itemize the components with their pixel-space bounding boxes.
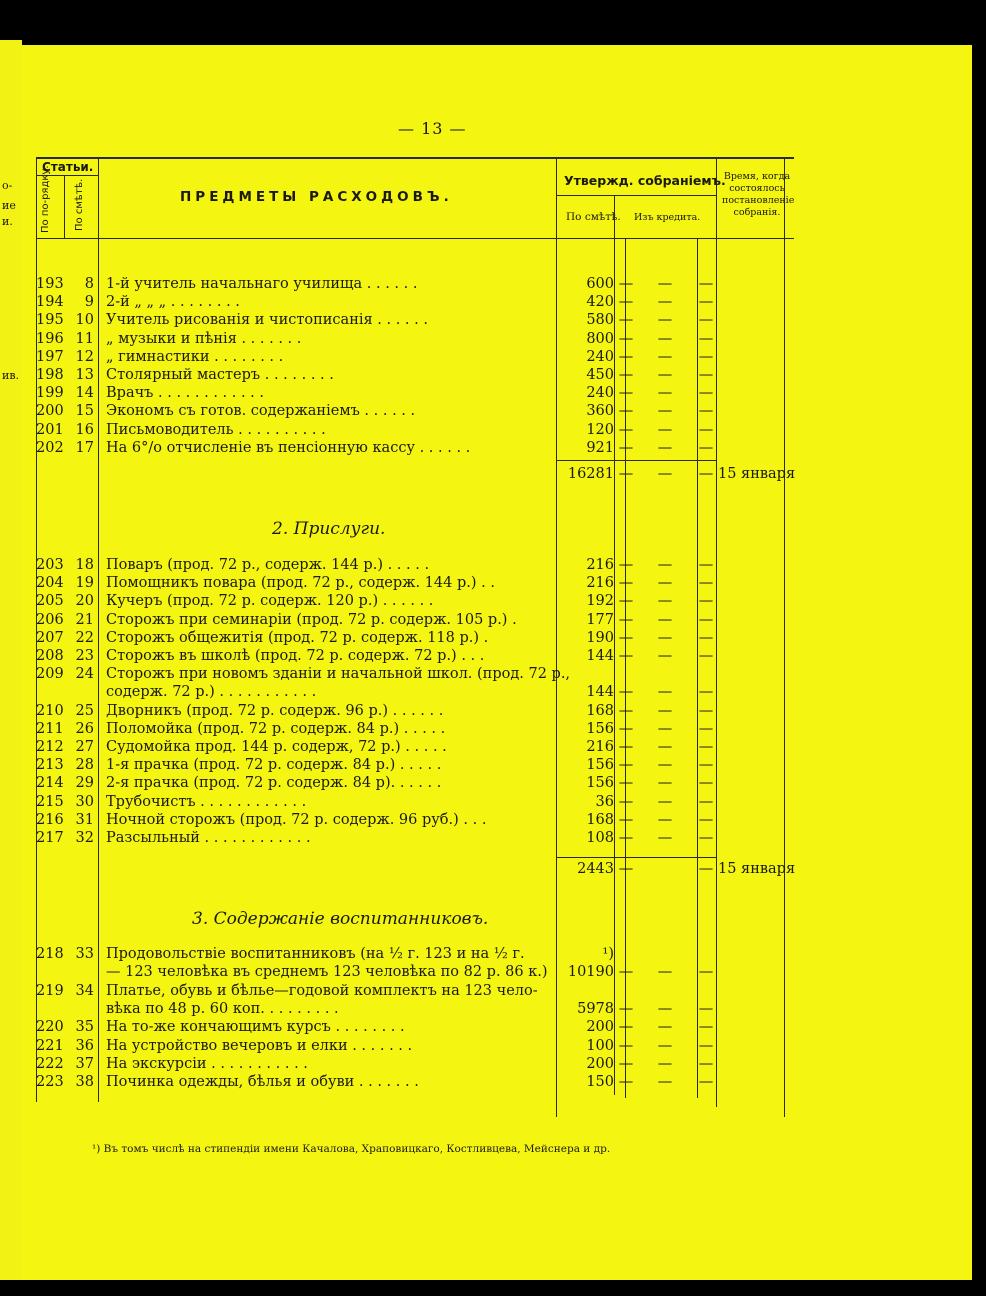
row-number: 199: [36, 385, 64, 402]
dash: —: [618, 611, 634, 628]
dash: —: [657, 1000, 673, 1017]
dash: —: [657, 276, 673, 292]
section2-total-row: [22, 860, 972, 878]
table-row: [22, 275, 972, 293]
table-row: [22, 738, 972, 756]
estimate-number: 21: [75, 611, 94, 628]
amount: 177: [586, 611, 614, 628]
dash: —: [657, 557, 673, 573]
dash: —: [618, 385, 634, 402]
dash: —: [618, 439, 634, 456]
dash: —: [657, 593, 673, 610]
table-row: [22, 629, 972, 647]
dash: —: [698, 557, 714, 573]
table-row: [22, 774, 972, 792]
dash: —: [657, 312, 673, 329]
estimate-number: 15: [75, 403, 94, 420]
dash: —: [618, 793, 634, 810]
estimate-number: 36: [75, 1037, 94, 1054]
row-number: 222: [36, 1055, 64, 1072]
item-name: Экономъ съ готов. содержаніемъ . . . . . .: [106, 403, 416, 420]
item-name: содерж. 72 р.) . . . . . . . . . . .: [106, 684, 317, 701]
amount: 100: [586, 1037, 614, 1054]
dash: —: [657, 348, 673, 365]
section2-title: 2. Прислуги.: [272, 519, 386, 539]
row-number: 219: [36, 982, 64, 999]
amount: 10190: [567, 964, 614, 981]
table-row: [22, 402, 972, 420]
item-name: Письмоводитель . . . . . . . . . .: [106, 421, 326, 438]
table-row: [22, 1000, 972, 1018]
estimate-number: 35: [75, 1019, 94, 1036]
dash: —: [657, 1037, 673, 1054]
dash: —: [657, 684, 673, 701]
item-name: Продовольствіе воспитанниковъ (на ½ г. 123 и на ½ г.: [106, 946, 525, 962]
col-order-header: По по-рядку.: [40, 165, 51, 233]
amount: 190: [586, 629, 614, 646]
total-amount: 16281: [567, 466, 614, 482]
estimate-number: 23: [75, 648, 94, 664]
estimate-number: 37: [75, 1055, 94, 1072]
dash: —: [698, 611, 714, 628]
page-number: — 13 —: [398, 119, 467, 138]
document-page: [22, 45, 972, 1280]
dash: —: [698, 294, 714, 311]
dash: —: [698, 1037, 714, 1054]
table-row: [22, 421, 972, 439]
dash: —: [618, 684, 634, 701]
table-row: [22, 665, 972, 683]
dash: —: [698, 629, 714, 646]
item-name: Столярный мастеръ . . . . . . . .: [106, 367, 334, 383]
dash: —: [618, 593, 634, 610]
dash: —: [698, 466, 714, 482]
estimate-number: 33: [75, 946, 94, 962]
dash: —: [618, 575, 634, 592]
dash: —: [698, 367, 714, 383]
estimate-number: 32: [75, 830, 94, 846]
dash: —: [657, 466, 673, 482]
margin-fragment: о-: [2, 179, 13, 192]
amount: 5978: [577, 1000, 614, 1017]
amount: 108: [586, 830, 614, 846]
dash: —: [618, 421, 634, 438]
estimate-number: 24: [75, 666, 94, 683]
section3-title: 3. Содержаніе воспитанниковъ.: [192, 909, 489, 929]
dash: —: [657, 294, 673, 311]
amount: 144: [586, 648, 614, 664]
dash: —: [618, 702, 634, 719]
amount: 168: [586, 811, 614, 828]
table-row: [22, 384, 972, 402]
dash: —: [618, 1074, 634, 1091]
dash: —: [657, 775, 673, 792]
dash: —: [618, 276, 634, 292]
row-number: 208: [36, 648, 64, 664]
row-number: 201: [36, 421, 64, 438]
estimate-number: 16: [75, 421, 94, 438]
dash: —: [618, 861, 634, 877]
dash: —: [657, 964, 673, 981]
item-name: Учитель рисованія и чистописанія . . . . . .: [106, 312, 428, 329]
item-name: 1-я прачка (прод. 72 р. содерж. 84 р.) . . . . .: [106, 757, 442, 774]
row-number: 200: [36, 403, 64, 420]
row-number: 205: [36, 593, 64, 610]
item-name: Сторожъ при новомъ зданіи и начальной школ. (прод. 72 р.,: [106, 666, 571, 683]
table-row: [22, 982, 972, 1000]
resolution-date: 15 января: [718, 861, 796, 877]
adjacent-page-edge: [0, 40, 22, 1280]
amount: 144: [586, 684, 614, 701]
item-name: Сторожъ при семинаріи (прод. 72 р. содерж. 105 р.) .: [106, 611, 517, 628]
total-amount: 2443: [577, 861, 614, 877]
subtotal-rule: [556, 460, 716, 461]
row-number: 207: [36, 629, 64, 646]
amount: ¹): [602, 946, 614, 962]
section1-total-row: [22, 465, 972, 483]
dash: —: [657, 793, 673, 810]
table-row: [22, 1037, 972, 1055]
table-row: [22, 702, 972, 720]
item-name: 1-й учитель начальнаго училища . . . . . .: [106, 276, 418, 292]
dash: —: [657, 575, 673, 592]
estimate-number: 11: [75, 330, 94, 347]
dash: —: [657, 367, 673, 383]
dash: —: [657, 648, 673, 664]
item-name: Дворникъ (прод. 72 р. содерж. 96 р.) . . . . . .: [106, 702, 444, 719]
dash: —: [657, 330, 673, 347]
amount: 216: [586, 739, 614, 755]
dash: —: [618, 367, 634, 383]
dash: —: [618, 739, 634, 755]
dash: —: [657, 1055, 673, 1072]
dash: —: [618, 557, 634, 573]
row-number: 195: [36, 312, 64, 329]
item-name: Ночной сторожъ (прод. 72 р. содерж. 96 руб.) . . .: [106, 811, 487, 828]
amount: 450: [586, 367, 614, 383]
row-number: 209: [36, 666, 64, 683]
dash: —: [698, 739, 714, 755]
estimate-number: 17: [75, 439, 94, 456]
dash: —: [657, 1074, 673, 1091]
estimate-number: 30: [75, 793, 94, 810]
amount: 240: [586, 385, 614, 402]
dash: —: [618, 403, 634, 420]
item-name: 2-й „ „ „ . . . . . . . .: [106, 294, 240, 311]
table-row: [22, 1055, 972, 1073]
row-number: 193: [36, 276, 64, 292]
amount: 921: [586, 439, 614, 456]
table-row: [22, 683, 972, 701]
row-number: 212: [36, 739, 64, 755]
dash: —: [698, 575, 714, 592]
dash: —: [698, 1055, 714, 1072]
table-row: [22, 556, 972, 574]
amount: 156: [586, 720, 614, 737]
from-credit-header: Изъ кредита.: [634, 212, 701, 223]
table-row: [22, 829, 972, 847]
row-number: 217: [36, 830, 64, 846]
row-number: 220: [36, 1019, 64, 1036]
row-number: 214: [36, 775, 64, 792]
row-number: 223: [36, 1074, 64, 1091]
dash: —: [657, 421, 673, 438]
header-top-rule: [36, 157, 794, 159]
dash: —: [698, 720, 714, 737]
by-estimate-header: По смѣтѣ.: [566, 211, 621, 223]
item-name: Судомойка прод. 144 р. содерж, 72 р.) . . . . .: [106, 739, 447, 755]
estimate-number: 22: [75, 629, 94, 646]
header-bottom-rule: [36, 238, 794, 239]
dash: —: [618, 348, 634, 365]
item-name: „ музыки и пѣнія . . . . . . .: [106, 330, 302, 347]
dash: —: [618, 648, 634, 664]
approved-rule: [556, 195, 716, 196]
item-name: „ гимнастики . . . . . . . .: [106, 348, 284, 365]
amount: 192: [586, 593, 614, 610]
table-row: [22, 1073, 972, 1091]
row-number: 210: [36, 702, 64, 719]
amount: 156: [586, 775, 614, 792]
margin-fragment: и.: [2, 215, 13, 228]
row-number: 216: [36, 811, 64, 828]
subtotal-rule: [556, 857, 716, 858]
row-number: 221: [36, 1037, 64, 1054]
col-estimate-header: По смѣтѣ.: [74, 178, 85, 231]
estimate-number: 25: [75, 702, 94, 719]
amount: 120: [586, 421, 614, 438]
dash: —: [618, 720, 634, 737]
col-rule: [64, 175, 65, 238]
estimate-number: 26: [75, 720, 94, 737]
table-row: [22, 945, 972, 963]
amount: 360: [586, 403, 614, 420]
dash: —: [618, 1037, 634, 1054]
table-row: [22, 311, 972, 329]
dash: —: [657, 385, 673, 402]
dash: —: [657, 757, 673, 774]
dash: —: [657, 702, 673, 719]
row-number: 198: [36, 367, 64, 383]
amount: 600: [586, 276, 614, 292]
row-number: 197: [36, 348, 64, 365]
table-row: [22, 293, 972, 311]
dash: —: [698, 312, 714, 329]
amount: 580: [586, 312, 614, 329]
estimate-number: 18: [75, 557, 94, 573]
table-row: [22, 611, 972, 629]
table-row: [22, 963, 972, 981]
estimate-number: 27: [75, 739, 94, 755]
footnote: ¹) Въ томъ числѣ на стипендіи имени Качалова, Храповицкаго, Костливцева, Мейснера и др.: [92, 1143, 611, 1155]
estimate-number: 20: [75, 593, 94, 610]
table-row: [22, 330, 972, 348]
dash: —: [618, 629, 634, 646]
item-name: 2-я прачка (прод. 72 р. содерж. 84 р). . . . . .: [106, 775, 442, 792]
item-name: На экскурсіи . . . . . . . . . . .: [106, 1055, 308, 1072]
amount: 200: [586, 1019, 614, 1036]
dash: —: [698, 861, 714, 877]
row-number: 202: [36, 439, 64, 456]
dash: —: [657, 811, 673, 828]
dash: —: [698, 830, 714, 846]
dash: —: [657, 629, 673, 646]
dash: —: [698, 793, 714, 810]
amount: 200: [586, 1055, 614, 1072]
estimate-number: 9: [84, 294, 94, 311]
amount: 36: [595, 793, 614, 810]
dash: —: [657, 739, 673, 755]
row-number: 206: [36, 611, 64, 628]
item-name: — 123 человѣка въ среднемъ 123 человѣка по 82 р. 86 к.): [106, 964, 548, 981]
item-name: Кучеръ (прод. 72 р. содерж. 120 р.) . . . . . .: [106, 593, 434, 610]
dash: —: [618, 830, 634, 846]
estimate-number: 19: [75, 575, 94, 592]
dash: —: [698, 421, 714, 438]
dash: —: [698, 330, 714, 347]
item-name: вѣка по 48 р. 60 коп. . . . . . . . .: [106, 1000, 339, 1017]
dash: —: [657, 720, 673, 737]
item-name: Поломойка (прод. 72 р. содерж. 84 р.) . . . . .: [106, 720, 446, 737]
dash: —: [618, 964, 634, 981]
item-name: Починка одежды, бѣлья и обуви . . . . . . .: [106, 1074, 419, 1091]
dash: —: [618, 294, 634, 311]
amount: 420: [586, 294, 614, 311]
dash: —: [698, 684, 714, 701]
dash: —: [698, 593, 714, 610]
resolution-date: 15 января: [718, 466, 796, 482]
dash: —: [657, 830, 673, 846]
dash: —: [698, 964, 714, 981]
table-row: [22, 811, 972, 829]
item-name: Платье, обувь и бѣлье—годовой комплектъ на 123 чело-: [106, 982, 538, 999]
dash: —: [657, 611, 673, 628]
item-name: Разсыльный . . . . . . . . . . . .: [106, 830, 311, 846]
dash: —: [618, 1055, 634, 1072]
item-name: Врачъ . . . . . . . . . . . .: [106, 385, 265, 402]
table-row: [22, 439, 972, 457]
amount: 240: [586, 348, 614, 365]
estimate-number: 29: [75, 775, 94, 792]
articles-header: Статьи.: [42, 160, 94, 174]
time-header: Время, когда состоялось постановленіе собранія.: [722, 171, 795, 218]
table-title: ПРЕДМЕТЫ РАСХОДОВЪ.: [180, 189, 453, 205]
estimate-number: 34: [75, 982, 94, 999]
estimate-number: 13: [75, 367, 94, 383]
amount: 216: [586, 575, 614, 592]
row-number: 194: [36, 294, 64, 311]
table-row: [22, 592, 972, 610]
dash: —: [618, 811, 634, 828]
approved-header: Утвержд. собраніемъ.: [564, 173, 726, 188]
dash: —: [698, 702, 714, 719]
table-row: [22, 720, 972, 738]
dash: —: [698, 385, 714, 402]
dash: —: [618, 775, 634, 792]
amount: 150: [586, 1074, 614, 1091]
item-name: Сторожъ общежитія (прод. 72 р. содерж. 118 р.) .: [106, 629, 489, 646]
row-number: 213: [36, 757, 64, 774]
margin-fragment: ив.: [2, 369, 20, 382]
row-number: 218: [36, 946, 64, 962]
amount: 156: [586, 757, 614, 774]
item-name: На то-же кончающимъ курсъ . . . . . . . .: [106, 1019, 405, 1036]
item-name: Сторожъ въ школѣ (прод. 72 р. содерж. 72 р.) . . .: [106, 648, 485, 664]
dash: —: [698, 276, 714, 292]
item-name: Трубочистъ . . . . . . . . . . . .: [106, 793, 307, 810]
dash: —: [698, 1074, 714, 1091]
amount: 216: [586, 557, 614, 573]
dash: —: [698, 757, 714, 774]
amount: 800: [586, 330, 614, 347]
item-name: Помощникъ повара (прод. 72 р., содерж. 144 р.) . .: [106, 575, 495, 592]
row-number: 211: [36, 720, 64, 737]
dash: —: [657, 403, 673, 420]
dash: —: [618, 757, 634, 774]
estimate-number: 10: [75, 312, 94, 329]
dash: —: [698, 1019, 714, 1036]
estimate-number: 8: [84, 276, 94, 292]
dash: —: [618, 1019, 634, 1036]
dash: —: [698, 348, 714, 365]
item-name: Поваръ (прод. 72 р., содерж. 144 р.) . . . . .: [106, 557, 430, 573]
margin-fragment: ие: [2, 199, 16, 212]
dash: —: [698, 439, 714, 456]
dash: —: [698, 1000, 714, 1017]
estimate-number: 14: [75, 385, 94, 402]
row-number: 204: [36, 575, 64, 592]
table-row: [22, 793, 972, 811]
item-name: На устройство вечеровъ и елки . . . . . . .: [106, 1037, 413, 1054]
table-row: [22, 756, 972, 774]
table-row: [22, 1018, 972, 1036]
table-row: [22, 647, 972, 665]
dash: —: [698, 775, 714, 792]
dash: —: [618, 330, 634, 347]
dash: —: [698, 811, 714, 828]
dash: —: [657, 439, 673, 456]
table-row: [22, 574, 972, 592]
table-row: [22, 348, 972, 366]
estimate-number: 28: [75, 757, 94, 774]
dash: —: [698, 403, 714, 420]
estimate-number: 38: [75, 1074, 94, 1091]
row-number: 203: [36, 557, 64, 573]
row-number: 215: [36, 793, 64, 810]
estimate-number: 12: [75, 348, 94, 365]
item-name: На 6°/о отчисленіе въ пенсіонную кассу . . . . . .: [106, 439, 471, 456]
table-row: [22, 366, 972, 384]
dash: —: [618, 312, 634, 329]
dash: —: [698, 648, 714, 664]
dash: —: [618, 466, 634, 482]
row-number: 196: [36, 330, 64, 347]
amount: 168: [586, 702, 614, 719]
estimate-number: 31: [75, 811, 94, 828]
dash: —: [657, 1019, 673, 1036]
dash: —: [618, 1000, 634, 1017]
